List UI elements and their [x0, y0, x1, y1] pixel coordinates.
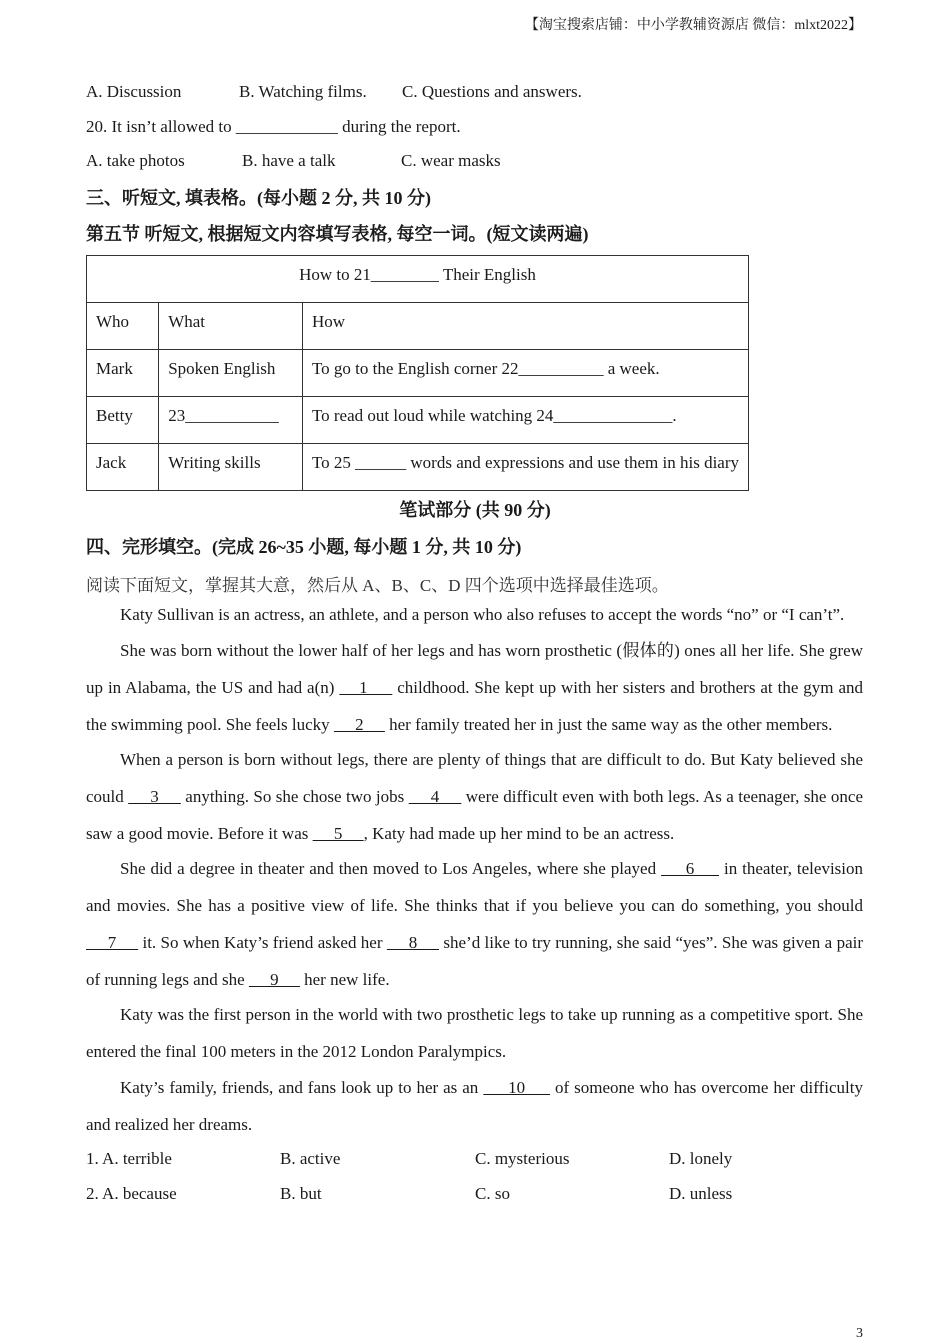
- passage-paragraph-1: Katy Sullivan is an actress, an athlete, and a person who also refuses to accept the words “no” or “I can’t”.: [120, 605, 845, 624]
- fill-in-table: [86, 255, 749, 491]
- blank-8: 8: [386, 933, 440, 952]
- q20-option-b: B. have a talk: [242, 151, 336, 170]
- q2-option-b: B. but: [280, 1184, 322, 1203]
- q1-option-a: 1. A. terrible: [86, 1149, 172, 1168]
- q1-option-c: C. mysterious: [475, 1149, 570, 1168]
- blank-9: 9: [248, 970, 300, 989]
- table-cell: Spoken English: [159, 350, 303, 397]
- table-cell: Writing skills: [159, 444, 303, 491]
- section4-instruction: 阅读下面短文，掌握其大意，然后从 A、B、C、D 四个选项中选择最佳选项。: [86, 576, 669, 595]
- blank-4: 4: [408, 787, 462, 806]
- blank-6: 6: [661, 859, 720, 878]
- blank-10: 10: [483, 1078, 550, 1097]
- table-cell: Jack: [87, 444, 159, 491]
- q2-option-c: C. so: [475, 1184, 510, 1203]
- table-title: How to 21________ Their English: [87, 256, 749, 303]
- table-cell: To go to the English corner 22__________ a week.: [302, 350, 748, 397]
- table-cell: To read out loud while watching 24______________.: [302, 397, 748, 444]
- section4-title: 四、完形填空。(完成 26~35 小题, 每小题 1 分, 共 10 分): [86, 537, 522, 557]
- table-cell: Betty: [87, 397, 159, 444]
- q1-option-b: B. active: [280, 1149, 341, 1168]
- q2-option-d: D. unless: [669, 1184, 733, 1203]
- passage-paragraph-4: She did a degree in theater and then moved to Los Angeles, where she played 6 in theater, television and movies. She has a positive view of life. She thinks that if you believe you can do something, you should 7 it. So when Katy’s friend asked her 8 she’d like to try running, she said “yes”. She was given a pair of running legs and she 9 her new life.: [86, 859, 864, 989]
- table-cell: 23___________: [159, 397, 303, 444]
- page-header: 【淘宝搜索店铺：中小学教辅资源店 微信：mlxt2022】: [524, 18, 862, 33]
- q2-option-a: 2. A. because: [86, 1184, 177, 1203]
- table-cell: To 25 ______ words and expressions and use them in his diary: [302, 444, 748, 491]
- q19-option-b: B. Watching films.: [239, 82, 367, 101]
- table-row: [87, 397, 749, 444]
- q19-option-c: C. Questions and answers.: [402, 82, 582, 101]
- table-cell: Mark: [87, 350, 159, 397]
- passage-paragraph-5: Katy was the first person in the world with two prosthetic legs to take up running as a competitive sport. She entered the final 100 meters in the 2012 London Paralympics.: [86, 1005, 863, 1061]
- section5-title: 第五节 听短文, 根据短文内容填写表格, 每空一词。(短文读两遍): [86, 224, 589, 244]
- passage-paragraph-2: She was born without the lower half of her legs and has worn prosthetic (假体的) ones all her life. She grew up in Alabama, the US and had a(n) 1 childhood. She kept up with her sisters and brothers at the gym and the swimming pool. She feels lucky 2 her family treated her in just the same way as the other members.: [86, 641, 864, 734]
- q19-option-a: A. Discussion: [86, 82, 182, 101]
- blank-5: 5: [312, 824, 364, 843]
- table-row: [87, 350, 749, 397]
- table-header-row: [87, 303, 749, 350]
- table-header-what: What: [159, 303, 303, 350]
- q20-option-a: A. take photos: [86, 151, 185, 170]
- written-part-title: 笔试部分 (共 90 分): [399, 500, 551, 520]
- blank-1: 1: [339, 678, 393, 697]
- table-row: [87, 444, 749, 491]
- table-header-who: Who: [87, 303, 159, 350]
- page-number: 3: [856, 1326, 863, 1341]
- table-header-how: How: [302, 303, 748, 350]
- blank-3: 3: [128, 787, 181, 806]
- blank-7: 7: [86, 933, 139, 952]
- section3-title: 三、听短文, 填表格。(每小题 2 分, 共 10 分): [86, 188, 431, 208]
- q1-option-d: D. lonely: [669, 1149, 733, 1168]
- blank-2: 2: [333, 715, 385, 734]
- passage-paragraph-3: When a person is born without legs, there are plenty of things that are difficult to do. But Katy believed she could 3 anything. So she chose two jobs 4 were difficult even with both legs. As a teenager, she once saw a good movie. Before it was 5 , Katy had made up her mind to be an actress.: [86, 750, 863, 843]
- passage-paragraph-6: Katy’s family, friends, and fans look up to her as an 10 of someone who has overcome her difficulty and realized her dreams.: [86, 1078, 864, 1134]
- q20-stem: 20. It isn’t allowed to ____________ during the report.: [86, 117, 461, 136]
- q20-option-c: C. wear masks: [401, 151, 501, 170]
